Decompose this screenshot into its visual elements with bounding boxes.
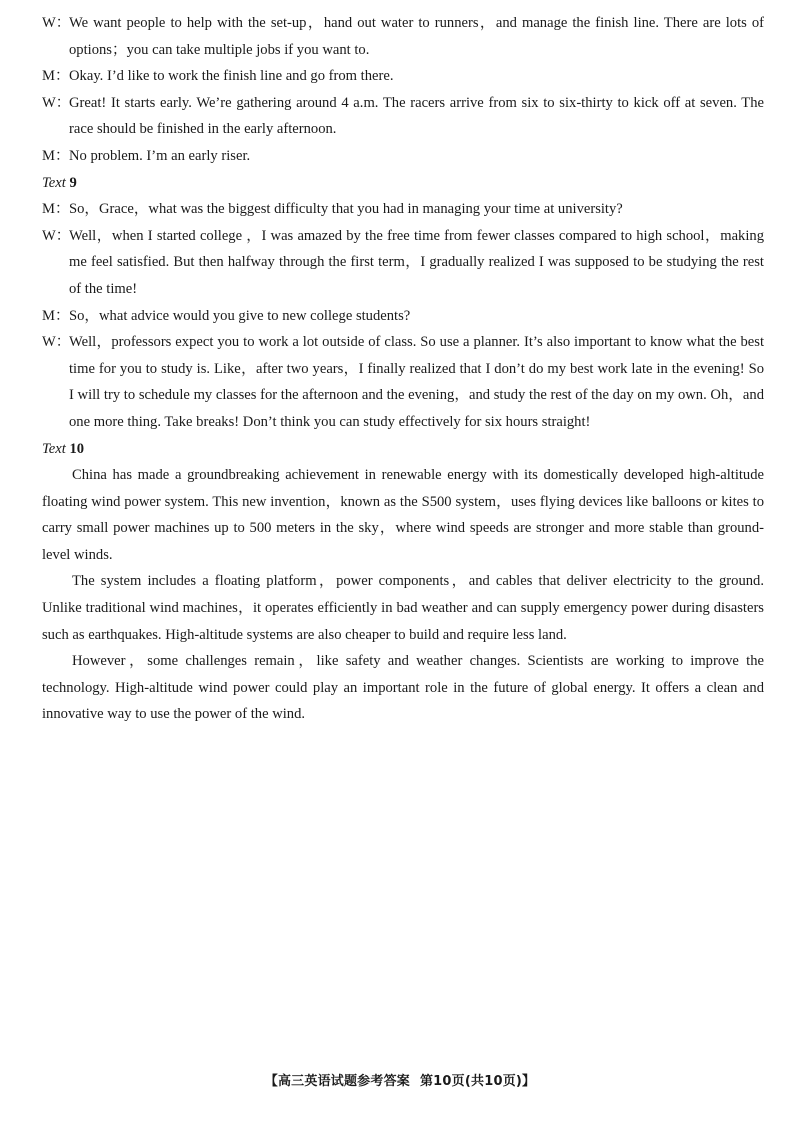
speaker-label: M： — [42, 307, 70, 324]
text-label: Text — [42, 174, 66, 191]
dialogue-text: Okay. I’d like to work the finish line and go from there. — [69, 68, 394, 85]
dialogue-line — [42, 329, 764, 435]
speaker-label: W： — [42, 15, 71, 31]
dialogue-line — [42, 90, 764, 143]
dialogue-text: So，what advice would you give to new college students? — [69, 307, 411, 324]
footer-page-number: 第10页(共10页)】 — [419, 1074, 536, 1089]
dialogue-text: So，Grace，what was the biggest difficulty that you had in managing your time at university? — [69, 201, 623, 218]
speaker-label: W： — [42, 94, 71, 111]
speaker-label: M： — [42, 201, 70, 218]
passage-paragraph: The system includes a floating platform，power components，and cables that deliver electricity to the ground. Unlike traditional wind machines，it operates efficiently in bad weather and can supply emergency power during disasters such as earthquakes. High-altitude systems are also cheaper to build and require less land. — [42, 573, 764, 643]
speaker-label: W： — [42, 334, 71, 351]
dialogue-line — [42, 303, 764, 330]
dialogue-line — [42, 143, 764, 170]
text-label: Text — [42, 440, 66, 457]
dialogue-text: Well，when I started college ，I was amazed by the free time from fewer classes compared to high school，making me feel satisfied. But then halfway through the first term，I gradually realized I was supposed to be studying the rest of the time! — [69, 227, 764, 297]
document-body — [42, 10, 764, 728]
dialogue-line — [42, 196, 764, 223]
dialogue-line — [42, 63, 764, 90]
dialogue-text: Great! It starts early. We’re gathering around 4 a.m. The racers arrive from six to six-thirty to kick off at seven. The race should be finished in the early afternoon. — [69, 94, 764, 138]
passage-paragraph: However，some challenges remain，like safety and weather changes. Scientists are working to improve the technology. High-altitude wind power could play an important role in the future of global energy. It offers a clean and innovative way to use the power of the wind. — [42, 653, 764, 723]
text-number: 9 — [69, 174, 77, 191]
dialogue-text: Well，professors expect you to work a lot outside of class. So use a planner. It’s also important to know what the best time for you to study is. Like，after two years，I finally realized that I don’t do my best work late in the evening! So I will try to schedule my classes for the afternoon and the evening，and study the rest of the day on my own. Oh，and one more thing. Take breaks! Don’t think you can study effectively for six hours straight! — [69, 334, 764, 430]
dialogue-text: No problem. I’m an early riser. — [69, 147, 251, 164]
text-number: 10 — [69, 440, 85, 457]
text-9-heading — [42, 170, 764, 197]
speaker-label: M： — [42, 68, 70, 85]
text-10-heading — [42, 436, 764, 463]
dialogue-text: We want people to help with the set-up，hand out water to runners，and manage the finish line. There are lots of options；you can take multiple jobs if you want to. — [69, 15, 764, 58]
dialogue-line — [42, 223, 764, 303]
page-footer — [0, 1070, 800, 1089]
speaker-label: W： — [42, 227, 71, 244]
speaker-label: M： — [42, 147, 70, 164]
dialogue-line — [42, 10, 764, 63]
passage-paragraph: China has made a groundbreaking achievement in renewable energy with its domestically developed high-altitude floating wind power system. This new invention，known as the S500 system，uses flying devices like balloons or kites to carry small power machines up to 500 meters in the sky，where wind speeds are stronger and more stable than ground-level winds. — [42, 467, 764, 563]
footer-title: 【高三英语试题参考答案 — [264, 1074, 410, 1089]
